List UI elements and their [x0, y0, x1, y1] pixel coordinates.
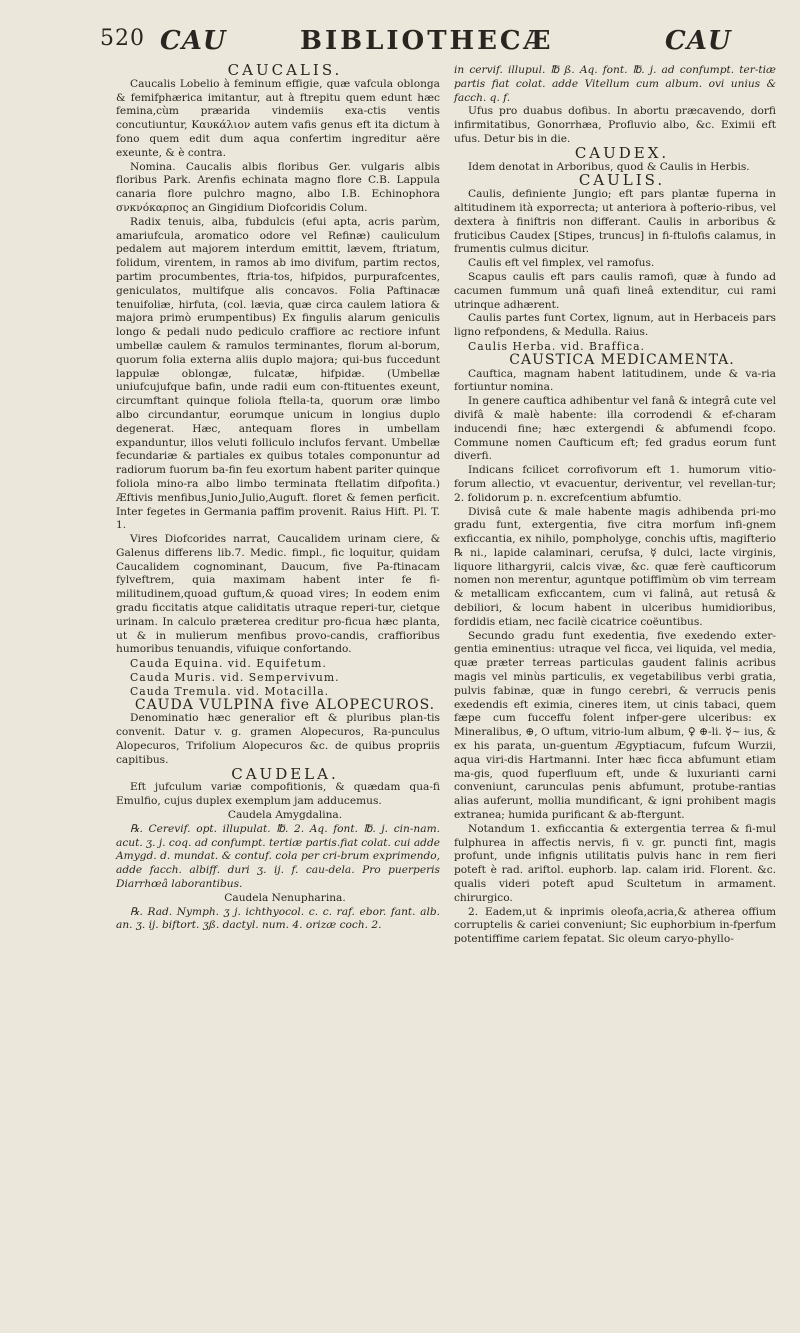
recipe-text: in cervif. illupul. ℔ ß. Aq. font. ℔. j. ad confumpt. ter-tiæ partis fiat colat. adde Vitellum cum album. ovi unius & facch. q. f.	[454, 64, 776, 104]
cross-reference: Cauda Equina. vid. Equifetum.	[130, 657, 327, 671]
running-head-right: CAU	[665, 26, 732, 56]
paragraph: Eft jufculum variæ compofitionis, & quædam qua-fi Emulfio, cujus duplex exemplum jam adducemus.	[116, 781, 440, 808]
paragraph: Vires Diofcorides narrat, Caucalidem urinam ciere, & Galenus differens lib.7. Medic. fimpl., fic loquitur, quidam Caucalidem cognominant, Daucum, five Pa-ftinacam fylveftrem, quia maximam habent inter fe fi-militudinem,quoad guftum,& quoad vires; In eodem enim gradu ficcitatis atque caliditatis utraque reperi-tur, cietque urinam. In calculo præterea creditur pro-ficua hæc planta, ut & in mulierum menfibus provo-candis, craffioribus humoribus tenuandis, vifuique confortando.	[116, 533, 440, 656]
paragraph: Nomina. Caucalis albis floribus Ger. vulgaris albis floribus Park. Arenfis echinata magno flore C.B. Lappula canaria flore pulchro magno, albo I.B. Echinophora σνκνόκαρπος an Gingidium Diofcoridis Colum.	[116, 160, 440, 214]
cross-reference: Cauda Muris. vid. Sempervivum.	[130, 671, 340, 685]
paragraph: Indicans fcilicet corrofivorum eft 1. humorum vitio-forum allectio, vt evacuentur, deriventur, vel revellan-tur; 2. folidorum p. n. excrefcentium abfumtio.	[454, 464, 776, 504]
entry-heading-caudex: CAUDEX.	[574, 143, 670, 162]
recipe-text: ℞. Rad. Nymph. ʒ j. ichthyocol. c. c. raf. ebor. fant. alb. an. ʒ. ij. biftort. ʒß. dactyl. num. 4. orizæ coch. 2.	[116, 905, 440, 932]
paragraph: Notandum 1. exficcantia & extergentia terrea & fi-mul fulphurea in affectis nervis, fi v. gr. puncti fint, magis profunt, unde infignis utilitatis pulvis hanc in rem fieri poteft è rad. ariftol. euphorb. lap. calam irid. Florent. &c. qualis videri poteft apud Scultetum in armament. chirurgico.	[454, 822, 776, 904]
paragraph: Idem denotat in Arboribus, quod & Caulis in Herbis.	[468, 160, 750, 173]
page-number: 520	[100, 26, 145, 51]
cross-reference: Cauda Tremula. vid. Motacilla.	[130, 684, 330, 698]
entry-heading-caustica: CAUSTICA MEDICAMENTA.	[509, 351, 735, 368]
entry-heading-caudela: CAUDELA.	[231, 764, 339, 783]
paragraph: Caulis eft vel fimplex, vel ramofus.	[468, 257, 655, 270]
paragraph: Denominatio hæc generalior eft & pluribus plan-tis convenit. Datur v. g. gramen Alopecuros, Ra-punculus Alopecuros, Trifolium Alopecuros &c. de quibus propriis capitibus.	[116, 712, 440, 766]
right-column	[454, 64, 776, 947]
paragraph: Ufus pro duabus dofibus. In abortu præcavendo, dorfi infirmitatibus, Gonorrhæa, Profluvio albo, &c. Eximii eft ufus. Detur bis in die.	[454, 105, 776, 145]
paragraph: Radix tenuis, alba, fubdulcis (efui apta, acris parùm, amariufcula, aromatico odore vel Refinæ) cauliculum pedalem aut majorem interdum emittit, lævem, ftriatum, folidum, virentem, in ramos ab imo divifum, partim rectos, partim procumbentes, ftria-tos, hifpidos, purpurafcentes, geniculatos, multifque alis concavos. Folia Paftinacæ tenuifoliæ, hirfuta, (col. lævia, quæ circa caulem latiora & majora primò erumpentibus) Ex fingulis alarum geniculis longo & pedali nudo pediculo craffiore ac rectiore infunt umbellæ caulem & ramulos terminantes, florum al-borum, quorum folia externa aliis duplo majora; qui-bus fuccedunt lappulæ oblongæ, fulcatæ, hifpidæ. (Umbellæ uniufcujufque bafin, unde radii eum con-ftituentes exeunt, circumftant quinque foliola ftella-ta, quorum oræ limbo albo circundantur, eorumque unicum in longius duplo degenerat. Hæc, antequam flores in umbellam expanduntur, illos veluti folliculo inclufos fervant. Umbellæ fecundariæ & partiales ex quibus totales componuntur ad radiorum fuorum ba-fin feu exortum habent pariter quinque foliola mino-ra albo limbo terminata ftellatim difpofita.) Æftivis menfibus,Junio,Julio,Auguft. floret & femen perficit. Inter fegetes in Germania paffim provenit. Raius Hift. Pl. T. 1.	[116, 215, 440, 532]
paragraph: Cauftica, magnam habent latitudinem, unde & va-ria fortiuntur nomina.	[454, 367, 776, 394]
entry-heading-cauda-vulpina: CAUDA VULPINA five ALOPECUROS.	[134, 696, 436, 713]
paragraph: Scapus caulis eft pars caulis ramofi, quæ à fundo ad cacumen fummum unâ quafi lineâ extenditur, cui rami utrinque adhærent.	[454, 270, 776, 311]
left-column	[116, 61, 440, 933]
paragraph: Divisâ cute & male habente magis adhibenda pri-mo gradu funt, extergentia, five citra morfum infi-gnem exficcantia, ex nihilo, pompholyge, conchis uftis, magifterio ℞ ni., lapide calaminari, cerufsa, ☿ dulci, lacte virginis, liquore lithargyrii, calcis vivæ, &c. quæ ferè caufticorum nomen non merentur, aguntque potiffimùm ob vim terream & metallicam exficcantem, cum vi falinâ, aut retusâ & debiliori, & locum habent in ulceribus humidioribus, fordidis etiam, nec facilè cicatrice coëuntibus.	[454, 505, 776, 628]
paragraph: 2. Eadem,ut & inprimis oleofa,acria,& atherea offium corruptelis & cariei conveniunt; Sic euphorbium in-fperfum potentiffime cariem fepatat. Sic oleum caryo-phyllo-	[454, 905, 776, 946]
paragraph: Caulis, definiente Jungio; eft pars plantæ fuperna in altitudinem ità exporrecta; ut anteriora à pofterio-ribus, vel dextera à finiftris non differant. Caulis in arboribus & fruticibus Caudex [Stipes, truncus] in fi-ftulofis calamus, in frumentis culmus dicitur.	[454, 188, 776, 256]
recipe-title: Caudela Amygdalina.	[227, 809, 343, 822]
paragraph: Caucalis Lobelio à feminum effigie, quæ vafcula oblonga & femifphærica imitantur, aut à ftrepitu quem edunt hæc femina,cùm præarida vindemiis exa-ctis ventis concutiuntur, Καυκάλιον autem vafis genus eft ita dictum à fono quem edit dum aqua confertim ingreditur aëre exeunte, & è contra.	[116, 77, 440, 159]
paragraph: Secundo gradu funt exedentia, five exedendo exter-gentia eminentius: utraque vel ficca, vei liquida, vel media, quæ præter terreas particulas gaudent falinis acribus magis vel minùs particulis, ex vegetabilibus verbi gratia, pulvis fabinæ, quæ in fungo cerebri, & verrucis penis exedendis eft eximia, cineres item, ut cinis tabaci, quem fæpe cum fucceffu folent infper-gere ulceribus: ex Mineralibus, ⊕, O uftum, vitrio-lum album, ♀ ⊕-li. ☿~ ius, & ex his parata, un-guentum Ægyptiacum, fufcum Wurzii, aqua viri-dis Hartmanni. Inter hæc ficca abfumunt etiam ma-gis, quod fuperfluum eft, unde & luxurianti carni conveniunt, carunculas penis abfumunt, protube-rantias alias auferunt, mollia mundificant, & igni prohibent magis extranea; humida purificant & ab-ftergunt.	[454, 629, 776, 822]
paragraph: In genere cauftica adhibentur vel fanâ & integrâ cute vel divifâ & malè habente: illa corrodendi & ef-charam inducendi fine; hæc extergendi & abfumendi fcopo. Commune nomen Caufticum eft; fed gradus eorum funt diverfi.	[454, 395, 776, 463]
running-head	[100, 26, 732, 62]
running-head-left: CAU	[160, 26, 227, 56]
recipe-title: Caudela Nenupharina.	[224, 891, 346, 904]
paragraph: Caulis partes funt Cortex, lignum, aut in Herbaceis pars ligno refpondens, & Medulla. Raius.	[454, 312, 776, 339]
cross-reference: Caulis Herba. vid. Braffica.	[468, 339, 645, 353]
recipe-text: ℞. Cerevif. opt. illupulat. ℔. 2. Aq. font. ℔. j. cin-nam. acut. ʒ. j. coq. ad confumpt. tertiæ partis.fiat colat. cui adde Amygd. d. mundat. & contuf. cola per cri-brum exprimendo, adde facch. albiff. duri ʒ. ij. f. cau-dela. Pro puerperis Diarrhœâ laborantibus.	[116, 822, 440, 891]
entry-heading-caucalis: CAUCALIS.	[227, 61, 343, 79]
entry-heading-caulis: CAULIS.	[578, 171, 666, 190]
running-head-title: BIBLIOTHECÆ	[300, 26, 554, 56]
